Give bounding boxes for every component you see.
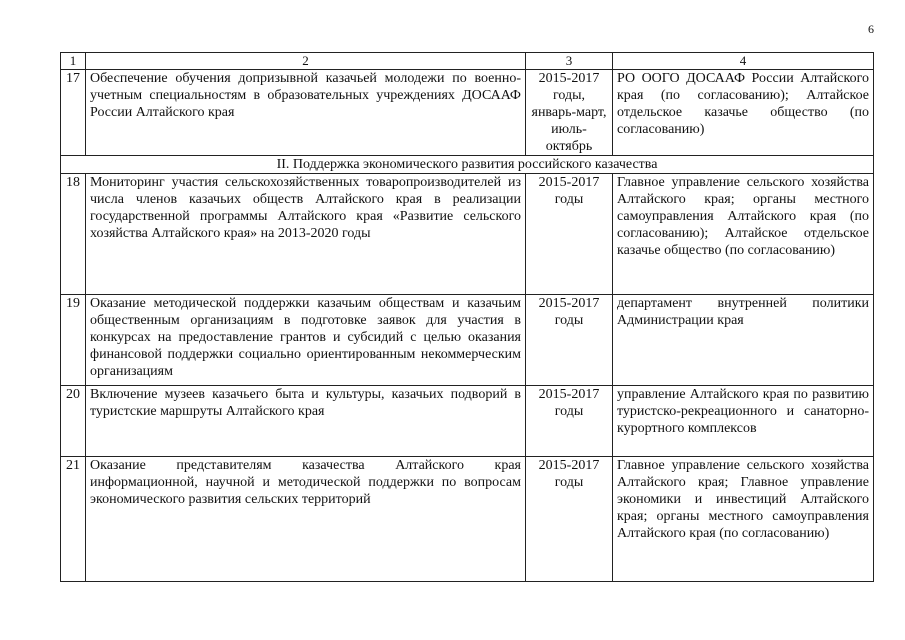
executor: РО ООГО ДОСААФ России Алтайского края (по согласованию); Алтайское отдельское казачье общество (по согласованию) [613,70,874,156]
plan-table [60,52,874,582]
table-row [61,174,874,295]
measure-description: Обеспечение обучения допризывной казачьей молодежи по военно-учетным специальностям в образовательных учреждениях ДОСААФ России Алтайского края [86,70,526,156]
executor: Главное управление сельского хозяйства Алтайского края; органы местного самоуправления Алтайского края (по согласованию); Алтайское отдельское казачье общество (по согласованию) [613,174,874,295]
deadline: 2015-2017 годы, январь-март, июль-октябрь [526,70,613,156]
table-row [61,295,874,386]
measure-description: Включение музеев казачьего быта и культуры, казачьих подворий в туристские маршруты Алтайского края [86,386,526,457]
row-number: 17 [61,70,86,156]
deadline: 2015-2017 годы [526,457,613,582]
table-row [61,386,874,457]
deadline: 2015-2017 годы [526,295,613,386]
row-number: 19 [61,295,86,386]
section-title: II. Поддержка экономического развития российского казачества [61,156,874,174]
header-col-1: 1 [61,53,86,70]
row-number: 20 [61,386,86,457]
row-number: 18 [61,174,86,295]
header-col-4: 4 [613,53,874,70]
table-row [61,457,874,582]
measure-description: Оказание методической поддержки казачьим обществам и казачьим общественным организациям в подготовке заявок для участия в конкурсах на предоставление грантов и субсидий с целью оказания финансовой поддержки социально ориентированным некоммерческим организациям [86,295,526,386]
measure-description: Мониторинг участия сельскохозяйственных товаропроизводителей из числа членов казачьих обществ Алтайского края в реализации государственной программы Алтайского края «Развитие сельского хозяйства Алтайского края» на 2013-2020 годы [86,174,526,295]
section-row [61,156,874,174]
measure-description: Оказание представителям казачества Алтайского края информационной, научной и методической поддержки по вопросам экономического развития сельских территорий [86,457,526,582]
deadline: 2015-2017 годы [526,386,613,457]
executor: управление Алтайского края по развитию туристско-рекреационного и санаторно-курортного комплексов [613,386,874,457]
page-number: 6 [868,22,874,36]
executor: Главное управление сельского хозяйства Алтайского края; Главное управление экономики и инвестиций Алтайского края; органы местного самоуправления Алтайского края (по согласованию) [613,457,874,582]
executor: департамент внутренней политики Администрации края [613,295,874,386]
header-row [61,53,874,70]
header-col-3: 3 [526,53,613,70]
row-number: 21 [61,457,86,582]
table-row [61,70,874,156]
deadline: 2015-2017 годы [526,174,613,295]
header-col-2: 2 [86,53,526,70]
